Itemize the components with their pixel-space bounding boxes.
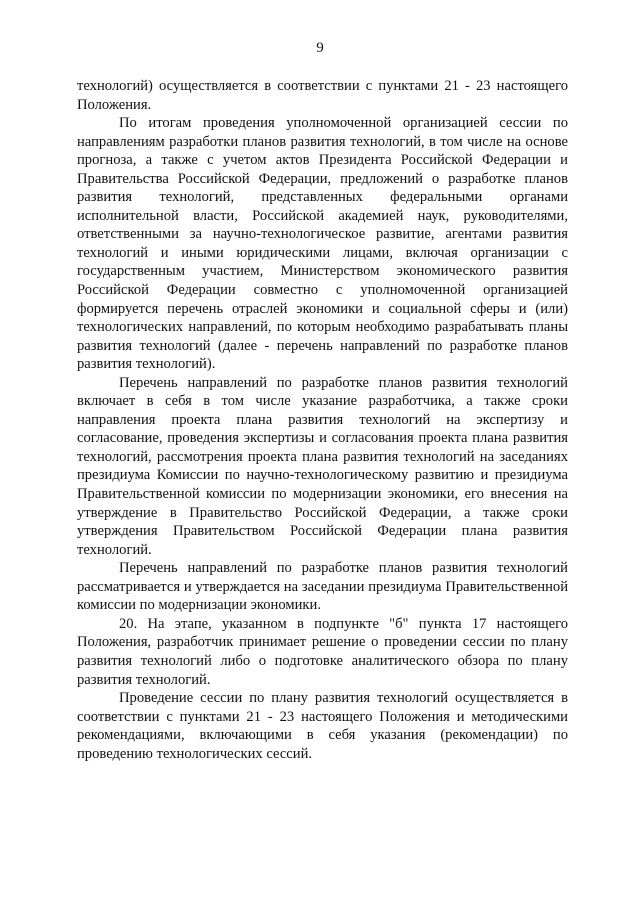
document-body bbox=[77, 77, 568, 763]
paragraph-session-procedure: Проведение сессии по плану развития технологий осуществляется в соответствии с пунктами 21 - 23 настоящего Положения и методическими рекомендациями, включающими в себя указания (рекомендации) по проведению технологических сессий. bbox=[77, 690, 568, 762]
paragraph-continuation: технологий) осуществляется в соответствии с пунктами 21 - 23 настоящего Положения. bbox=[77, 78, 568, 113]
paragraph-list-contents: Перечень направлений по разработке планов развития технологий включает в себя в том числе указание разработчика, а также сроки направления проекта плана развития технологий на экспертизу и согласование, проведения экспертизы и согласования проекта плана развития технологий, рассмотрения проекта плана развития технологий на заседаниях президиума Комиссии по научно-технологическому развитию и президиума Правительственной комиссии по модернизации экономики, его внесения на утверждение в Правительство Российской Федерации, а также сроки утверждения Правительством Российской Федерации плана развития технологий. bbox=[77, 374, 568, 558]
paragraph-list-formation: По итогам проведения уполномоченной организацией сессии по направлениям разработки планов развития технологий, в том числе на основе прогноза, а также с учетом актов Президента Российской Федерации и Правительства Российской Федерации, предложений о разработке планов развития технологий, представленных федеральными органами исполнительной власти, Российской академией наук, руководителями, ответственными за научно-технологическое развитие, агентами развития технологий и иными юридическими лицами, включая организации с государственным участием, Министерством экономического развития Российской Федерации совместно с уполномоченной организацией формируется перечень отраслей экономики и социальной сферы и (или) технологических направлений, по которым необходимо разрабатывать планы развития технологий (далее - перечень направлений по разработке планов развития технологий). bbox=[77, 115, 568, 373]
page-number: 9 bbox=[316, 40, 324, 56]
paragraph-item-20: 20. На этапе, указанном в подпункте "б" пункта 17 настоящего Положения, разработчик принимает решение о проведении сессии по плану развития технологий либо о подготовке аналитического обзора по плану развития технологий. bbox=[77, 615, 568, 688]
paragraph-list-approval: Перечень направлений по разработке планов развития технологий рассматривается и утверждается на заседании президиума Правительственной комиссии по модернизации экономики. bbox=[77, 560, 568, 614]
